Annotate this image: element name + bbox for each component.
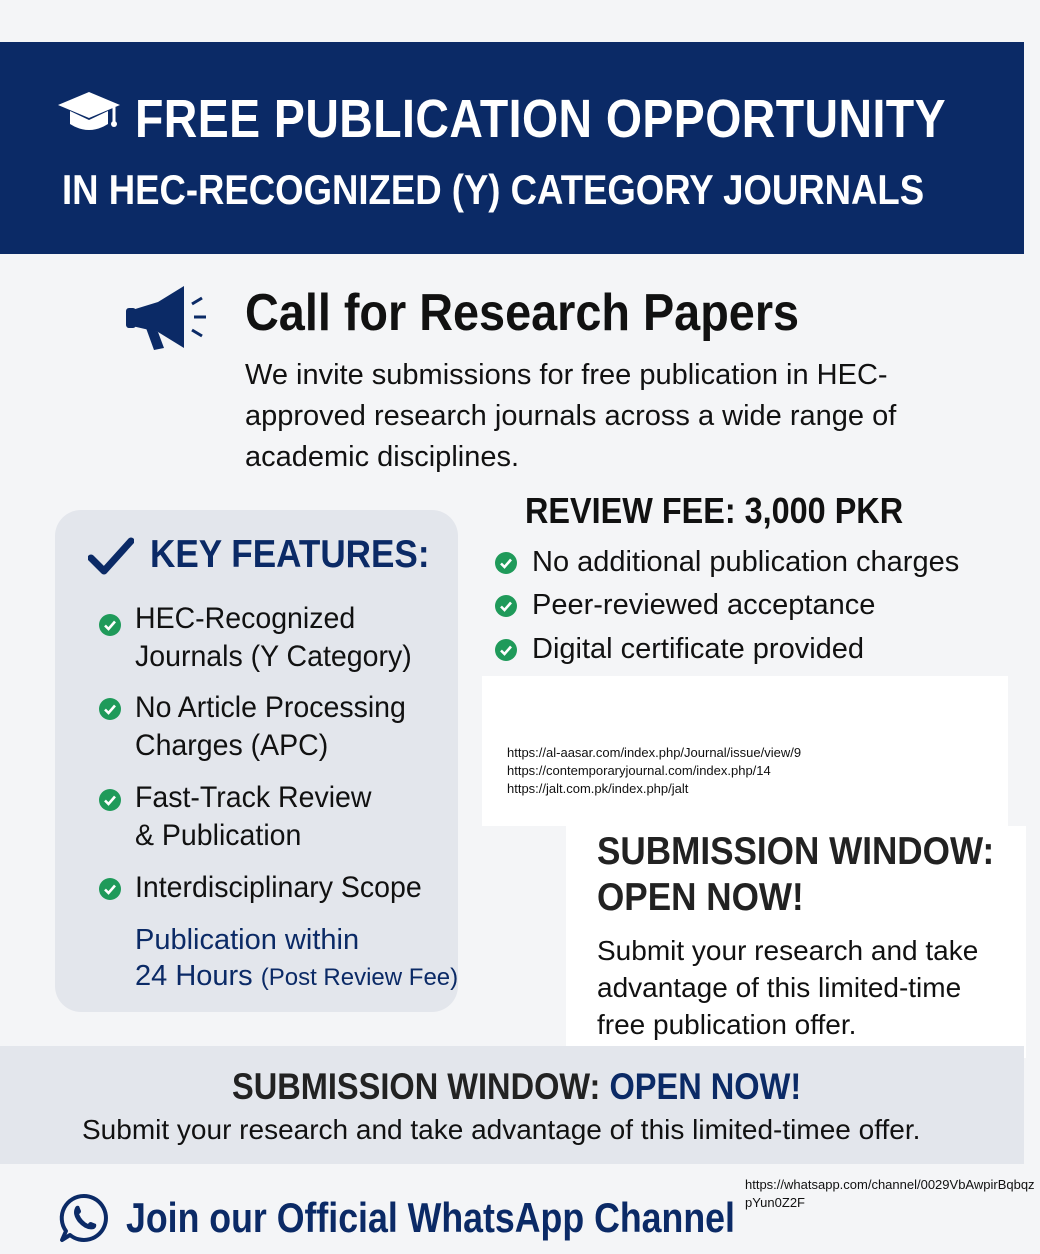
- call-for-papers-title: Call for Research Papers: [245, 284, 800, 342]
- banner-title: FREE PUBLICATION OPPORTUNITY: [135, 89, 947, 149]
- check-circle-icon: [495, 595, 517, 617]
- submission-window-title: SUBMISSION WINDOW: OPEN NOW!: [597, 830, 995, 919]
- check-circle-icon: [99, 878, 121, 900]
- key-features-title: KEY FEATURES:: [150, 533, 430, 576]
- check-circle-icon: [99, 614, 121, 636]
- graduation-cap-icon: [56, 88, 122, 138]
- review-fee-item: Peer-reviewed acceptance: [532, 589, 876, 621]
- check-circle-icon: [99, 698, 121, 720]
- whatsapp-icon[interactable]: [58, 1192, 110, 1244]
- review-fee-item: Digital certificate provided: [532, 633, 865, 665]
- banner-subtitle: IN HEC-RECOGNIZED (Y) CATEGORY JOURNALS: [62, 166, 925, 213]
- band-title: SUBMISSION WINDOW: OPEN NOW!: [232, 1066, 802, 1107]
- feature-item: HEC-Recognized Journals (Y Category): [135, 602, 412, 673]
- whatsapp-channel-link[interactable]: https://whatsapp.com/channel/0029VbAwpirBqbqzpYun0Z2F: [745, 1177, 1035, 1210]
- call-for-papers-text: We invite submissions for free publication in HEC-approved research journals across a wide range of academic disciplines.: [245, 359, 897, 473]
- whatsapp-channel-title[interactable]: Join our Official WhatsApp Channel: [126, 1194, 735, 1241]
- feature-item: Interdisciplinary Scope: [135, 871, 422, 904]
- submission-window-text: Submit your research and take advantage of this limited-time free publication offer.: [597, 935, 979, 1040]
- feature-item: Fast-Track Review & Publication: [135, 781, 372, 852]
- megaphone-icon: [124, 282, 208, 354]
- check-circle-icon: [495, 552, 517, 574]
- checkmark-icon: [88, 536, 134, 576]
- check-circle-icon: [99, 789, 121, 811]
- publication-time-note: Publication within 24 Hours (Post Review Fee): [135, 924, 459, 992]
- journal-link[interactable]: https://jalt.com.pk/index.php/jalt: [507, 781, 689, 796]
- journal-link[interactable]: https://contemporaryjournal.com/index.php/14: [507, 763, 771, 778]
- feature-item: No Article Processing Charges (APC): [135, 691, 406, 762]
- journal-link[interactable]: https://al-aasar.com/index.php/Journal/issue/view/9: [507, 745, 802, 760]
- review-fee-title: REVIEW FEE: 3,000 PKR: [525, 490, 904, 531]
- band-text: Submit your research and take advantage of this limited-timee offer.: [82, 1114, 921, 1145]
- check-circle-icon: [495, 639, 517, 661]
- review-fee-item: No additional publication charges: [532, 546, 960, 578]
